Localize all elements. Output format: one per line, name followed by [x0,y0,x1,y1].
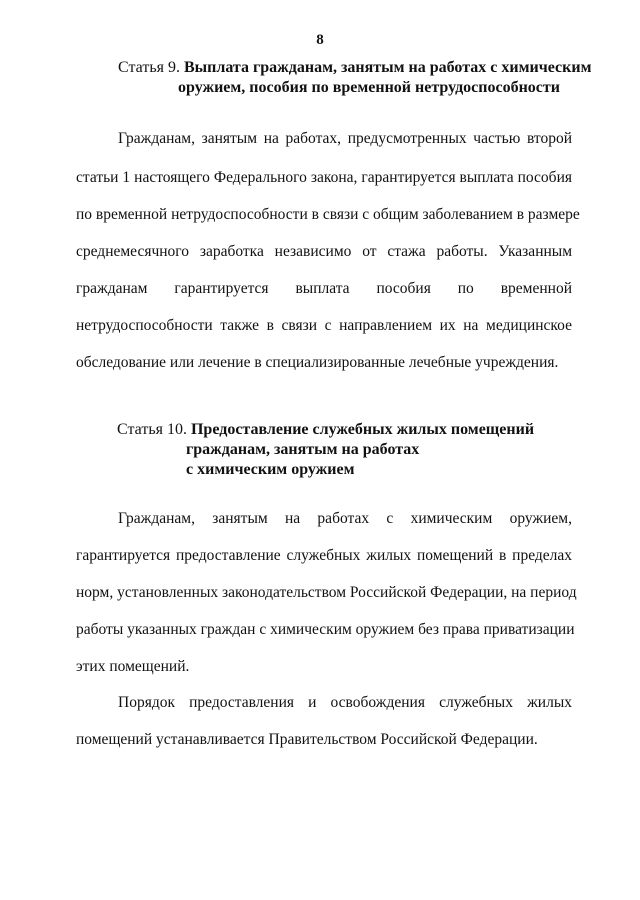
article-9-paragraph-line: статьи 1 настоящего Федерального закона, гарантируется выплата пособия [76,169,572,186]
article-10-paragraph-1-line: Гражданам, занятым на работах с химическим оружием, [118,510,572,527]
article-10-title-line-1: Предоставление служебных жилых помещений [190,421,535,438]
article-9-paragraph-line: обследование или лечение в специализированные лечебные учреждения. [76,354,559,371]
article-10-title-line-2: гражданам, занятым на работах [186,441,420,458]
article-10-paragraph-2-line: Порядок предоставления и освобождения служебных жилых [118,694,572,711]
article-9-paragraph-line: гражданам гарантируется выплата пособия по временной [76,280,572,297]
article-10-title-line-3: с химическим оружием [186,461,355,478]
article-10-paragraph-1-line: этих помещений. [76,658,190,675]
article-10-paragraph-1-line: норм, установленных законодательством Российской Федерации, на период [76,584,577,601]
article-9-title-line-1: Выплата гражданам, занятым на работах с химическим [183,59,592,76]
article-10-heading-line-1 [117,420,534,440]
article-9-paragraph-line: по временной нетрудоспособности в связи с общим заболеванием в размере [76,206,580,223]
page-number: 8 [316,32,324,48]
article-9-paragraph-line: Гражданам, занятым на работах, предусмотренных частью второй [118,130,572,147]
article-10-label: Статья 10. [117,421,187,438]
article-10-paragraph-2-line: помещений устанавливается Правительством Российской Федерации. [76,731,538,748]
article-9-label: Статья 9. [118,59,180,76]
article-9-title-line-2: оружием, пособия по временной нетрудоспособности [178,79,560,96]
article-9-paragraph-line: среднемесячного заработка независимо от стажа работы. Указанным [76,243,572,260]
article-9-heading-line-1 [118,58,591,78]
article-10-paragraph-1-line: работы указанных граждан с химическим оружием без права приватизации [76,621,575,638]
article-10-paragraph-1-line: гарантируется предоставление служебных жилых помещений в пределах [76,547,572,564]
article-9-paragraph-line: нетрудоспособности также в связи с направлением их на медицинское [76,317,572,334]
